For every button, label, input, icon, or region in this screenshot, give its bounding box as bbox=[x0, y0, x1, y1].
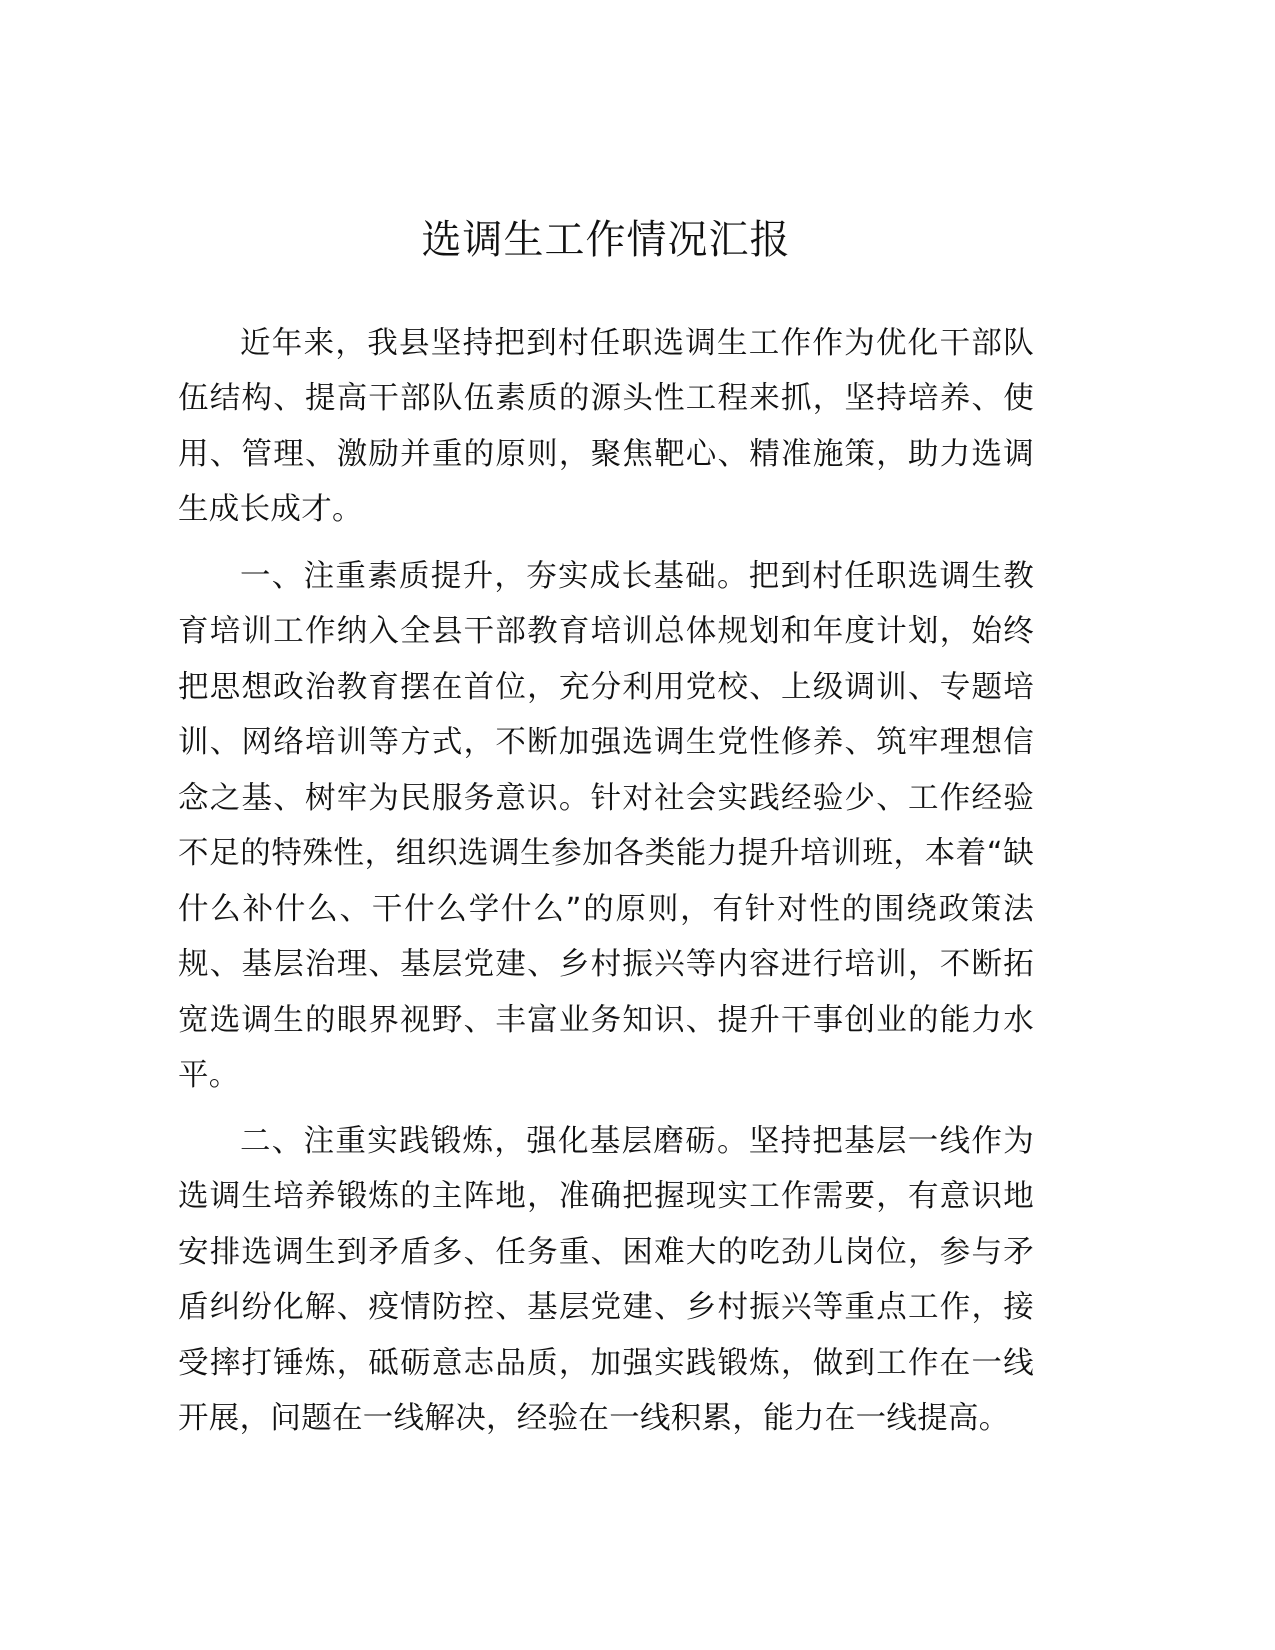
paragraph-section-1: 一、注重素质提升，夯实成长基础。把到村任职选调生教育培训工作纳入全县干部教育培训总体规划和年度计划，始终把思想政治教育摆在首位，充分利用党校、上级调训、专题培训、网络培训等方式，不断加强选调生党性修养、筑牢理想信念之基、树牢为民服务意识。针对社会实践经验少、工作经验不足的特殊性，组织选调生参加各类能力提升培训班，本着“缺什么补什么、干什么学什么”的原则，有针对性的围绕政策法规、基层治理、基层党建、乡村振兴等内容进行培训，不断拓宽选调生的眼界视野、丰富业务知识、提升干事创业的能力水平。 bbox=[178, 558, 1034, 1093]
document-title: 选调生工作情况汇报 bbox=[421, 217, 791, 263]
paragraph-section-2: 二、注重实践锻炼，强化基层磨砺。坚持把基层一线作为选调生培养锻炼的主阵地，准确把握现实工作需要，有意识地安排选调生到矛盾多、任务重、困难大的吃劲儿岗位，参与矛盾纠纷化解、疫情防控、基层党建、乡村振兴等重点工作，接受摔打锤炼，砥砺意志品质，加强实践锻炼，做到工作在一线开展，问题在一线解决，经验在一线积累，能力在一线提高。 bbox=[178, 1123, 1034, 1436]
paragraph-intro: 近年来，我县坚持把到村任职选调生工作作为优化干部队伍结构、提高干部队伍素质的源头性工程来抓，坚持培养、使用、管理、激励并重的原则，聚焦靶心、精准施策，助力选调生成长成才。 bbox=[178, 325, 1034, 527]
